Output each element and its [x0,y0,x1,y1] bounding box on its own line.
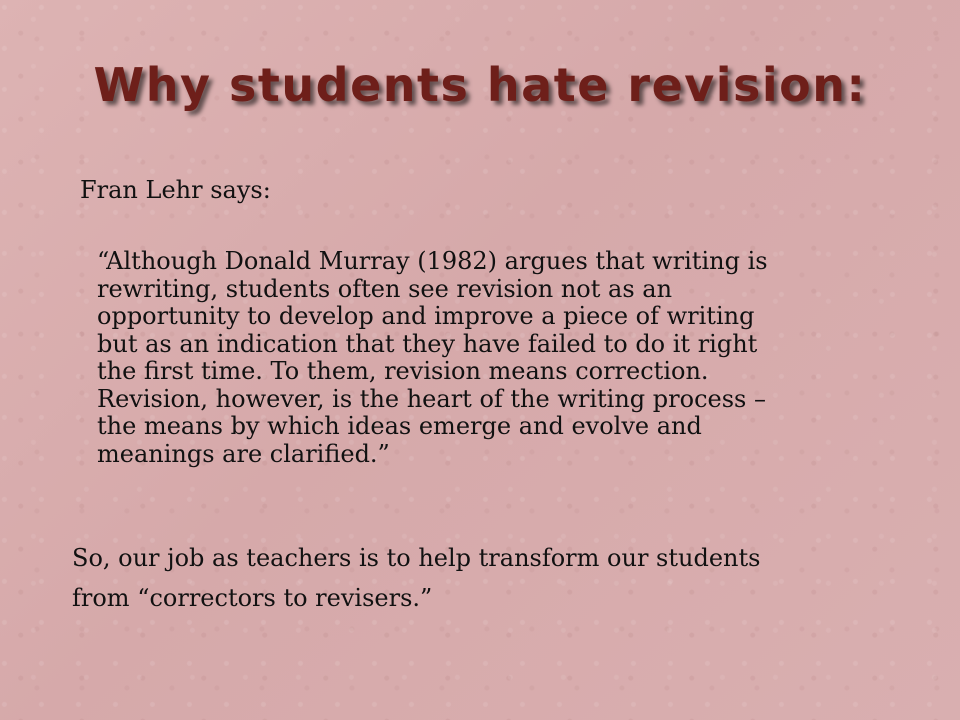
quote-line: opportunity to develop and improve a piece of writing [97,302,755,330]
quote-block [97,247,917,468]
quote-line: the first time. To them, revision means correction. [97,357,709,385]
quote-line: “Although Donald Murray (1982) argues that writing is [97,247,768,275]
quote-line: Revision, however, is the heart of the writing process – [97,384,766,413]
attribution-text: Fran Lehr says: [80,176,271,204]
quote-line: meanings are clarified.” [97,439,390,468]
quote-line: rewriting, students often see revision not as an [97,274,673,303]
slide-title: Why students hate revision: [93,58,867,112]
conclusion-line: from “correctors to revisers.” [72,584,433,612]
conclusion-line: So, our job as teachers is to help transform our students [72,544,761,572]
quote-line: the means by which ideas emerge and evolve and [97,412,702,440]
conclusion-text [72,538,912,618]
quote-line: but as an indication that they have failed to do it right [97,329,758,358]
